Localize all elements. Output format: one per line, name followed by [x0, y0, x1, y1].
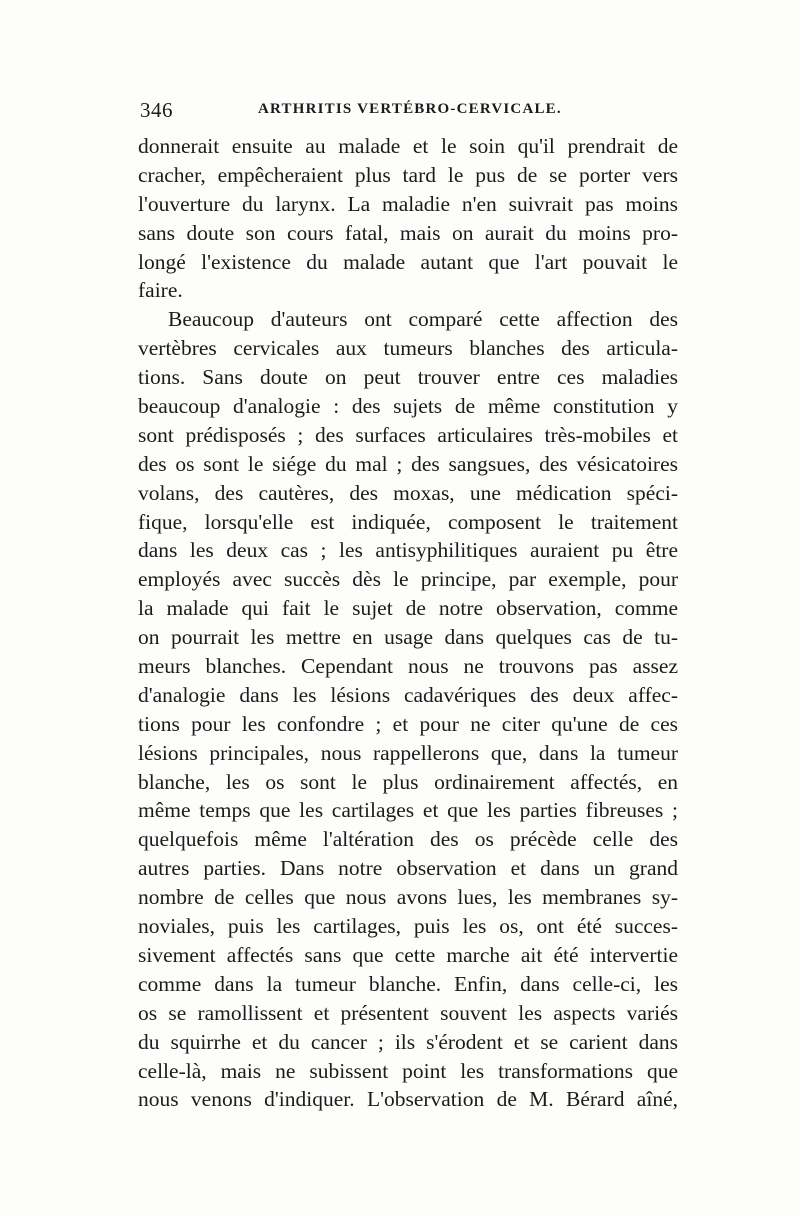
text-line: comme dans la tumeur blanche. Enfin, dans celle-ci, les — [138, 971, 678, 996]
text-line: volans, des cautères, des moxas, une médication spéci- — [138, 480, 678, 505]
body-text — [138, 132, 678, 1114]
text-line: faire. — [138, 278, 183, 303]
text-line: l'ouverture du larynx. La maladie n'en suivrait pas moins — [138, 191, 678, 216]
text-line: sans doute son cours fatal, mais on aurait du moins pro- — [138, 220, 678, 245]
text-line: même temps que les cartilages et que les parties fibreuses ; — [138, 798, 678, 823]
page-number: 346 — [140, 98, 173, 122]
running-title: ARTHRITIS VERTÉBRO-CERVICALE. — [258, 101, 562, 117]
text-line: celle-là, mais ne subissent point les transformations que — [138, 1058, 678, 1083]
text-line: cracher, empêcheraient plus tard le pus de se porter vers — [138, 162, 678, 187]
paragraph-start-line: Beaucoup d'auteurs ont comparé cette affection des — [168, 307, 678, 332]
text-line: sivement affectés sans que cette marche ait été intervertie — [138, 942, 678, 967]
text-line: d'analogie dans les lésions cadavériques des deux affec- — [138, 682, 678, 707]
text-line: donnerait ensuite au malade et le soin qu'il prendrait de — [138, 134, 678, 158]
text-line: des os sont le siége du mal ; des sangsues, des vésicatoires — [138, 451, 678, 476]
text-line: dans les deux cas ; les antisyphilitiques auraient pu être — [138, 538, 678, 563]
text-line: meurs blanches. Cependant nous ne trouvons pas assez — [138, 654, 678, 679]
text-line: fique, lorsqu'elle est indiquée, composent le traitement — [138, 509, 678, 534]
text-line: vertèbres cervicales aux tumeurs blanches des articula- — [138, 336, 678, 361]
text-line: quelquefois même l'altération des os précède celle des — [138, 827, 678, 852]
text-line: lésions principales, nous rappellerons que, dans la tumeur — [138, 740, 678, 765]
text-line: longé l'existence du malade autant que l'art pouvait le — [138, 249, 678, 274]
text-line: tions pour les confondre ; et pour ne citer qu'une de ces — [138, 711, 678, 736]
text-line: autres parties. Dans notre observation et dans un grand — [138, 856, 678, 881]
text-line: nous venons d'indiquer. L'observation de M. Bérard aîné, — [138, 1087, 678, 1112]
text-line: la malade qui fait le sujet de notre observation, comme — [138, 596, 678, 621]
text-line: tions. Sans doute on peut trouver entre ces maladies — [138, 365, 678, 390]
running-head — [140, 98, 670, 128]
text-line: employés avec succès dès le principe, par exemple, pour — [138, 567, 678, 592]
text-line: nombre de celles que nous avons lues, les membranes sy- — [138, 885, 678, 910]
text-line: os se ramollissent et présentent souvent les aspects variés — [138, 1000, 678, 1025]
text-line: sont prédisposés ; des surfaces articulaires très-mobiles et — [138, 422, 678, 447]
text-line: blanche, les os sont le plus ordinairement affectés, en — [138, 769, 678, 794]
text-line: noviales, puis les cartilages, puis les os, ont été succes- — [138, 914, 678, 939]
text-line: beaucoup d'analogie : des sujets de même constitution y — [138, 394, 678, 419]
text-line: on pourrait les mettre en usage dans quelques cas de tu- — [138, 625, 678, 650]
text-line: du squirrhe et du cancer ; ils s'érodent et se carient dans — [138, 1029, 678, 1054]
